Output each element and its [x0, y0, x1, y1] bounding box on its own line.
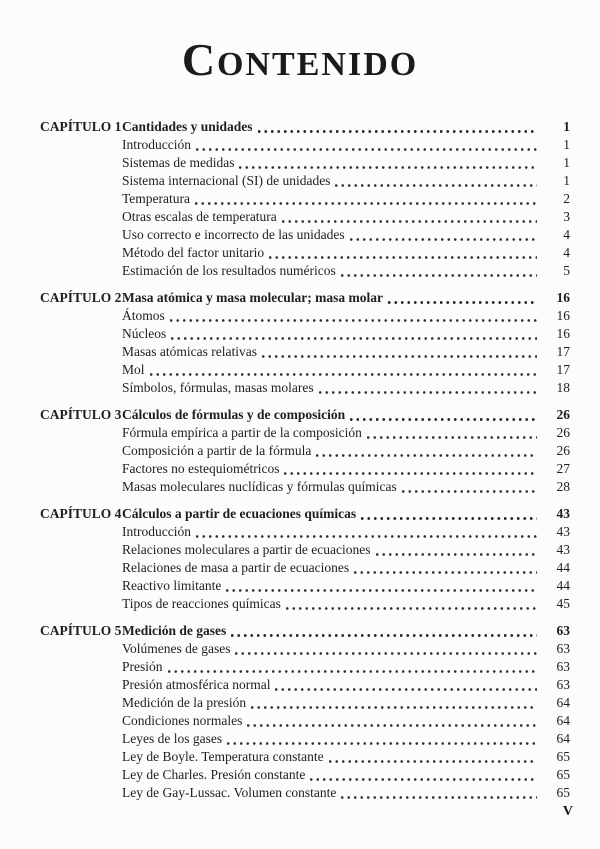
- dot-leader: [275, 688, 537, 691]
- section-title: Método del factor unitario: [122, 245, 265, 260]
- section-page-number: 16: [556, 308, 570, 323]
- dot-leader: [282, 220, 537, 223]
- toc-section-row: [40, 730, 570, 748]
- page-title: CONTENIDO: [181, 34, 419, 85]
- toc-section-row: [40, 478, 570, 496]
- toc-section-row: [40, 658, 570, 676]
- dot-leader: [269, 256, 537, 259]
- dot-leader: [150, 373, 537, 376]
- toc-section-row: [40, 208, 570, 226]
- dot-leader: [361, 517, 537, 520]
- chapter-page-number: 63: [556, 623, 570, 638]
- section-page-number: 28: [556, 479, 570, 494]
- section-page-number: 27: [556, 461, 570, 476]
- toc-section-row: [40, 559, 570, 577]
- chapter-page-number: 1: [563, 119, 570, 134]
- section-title: Estimación de los resultados numéricos: [122, 263, 336, 278]
- chapter-label: CAPÍTULO 4: [40, 506, 122, 521]
- section-page-number: 17: [556, 344, 570, 359]
- section-page-number: 5: [563, 263, 570, 278]
- section-page-number: 2: [563, 191, 570, 206]
- dot-leader: [226, 589, 537, 592]
- toc-section-row: [40, 226, 570, 244]
- dot-leader: [284, 472, 537, 475]
- section-title: Medición de la presión: [122, 695, 247, 710]
- section-title: Tipos de reacciones químicas: [122, 596, 281, 611]
- chapter-label: CAPÍTULO 2: [40, 290, 122, 305]
- section-title: Introducción: [122, 524, 191, 539]
- section-title: Masas moleculares nuclídicas y fórmulas químicas: [122, 479, 397, 494]
- section-title: Ley de Charles. Presión constante: [122, 767, 306, 782]
- section-title: Relaciones moleculares a partir de ecuaciones: [122, 542, 371, 557]
- toc-chapter-row: [40, 118, 570, 136]
- toc-chapter: [40, 118, 570, 280]
- toc-section-row: [40, 784, 570, 802]
- toc-section-row: [40, 244, 570, 262]
- section-page-number: 65: [556, 767, 570, 782]
- dot-leader: [335, 184, 537, 187]
- chapter-sections: [40, 640, 570, 802]
- section-title: Ley de Gay-Lussac. Volumen constante: [122, 785, 337, 800]
- toc-section-row: [40, 712, 570, 730]
- section-page-number: 3: [563, 209, 570, 224]
- section-page-number: 1: [563, 173, 570, 188]
- toc-chapter-row: [40, 406, 570, 424]
- toc-section-row: [40, 190, 570, 208]
- section-page-number: 4: [563, 245, 570, 260]
- toc-section-row: [40, 640, 570, 658]
- section-title: Símbolos, fórmulas, masas molares: [122, 380, 314, 395]
- toc-section-row: [40, 154, 570, 172]
- dot-leader: [376, 553, 537, 556]
- dot-leader: [341, 796, 537, 799]
- chapter-title: Cantidades y unidades: [122, 119, 253, 134]
- section-title: Presión: [122, 659, 163, 674]
- toc-section-row: [40, 442, 570, 460]
- section-title: Ley de Boyle. Temperatura constante: [122, 749, 324, 764]
- chapter-title: Medición de gases: [122, 623, 227, 638]
- toc-chapter-row: [40, 622, 570, 640]
- dot-leader: [170, 319, 537, 322]
- section-title: Relaciones de masa a partir de ecuaciones: [122, 560, 350, 575]
- section-page-number: 18: [556, 380, 570, 395]
- toc-section-row: [40, 172, 570, 190]
- toc-section-row: [40, 676, 570, 694]
- dot-leader: [196, 148, 537, 151]
- dot-leader: [235, 652, 537, 655]
- dot-leader: [402, 490, 537, 493]
- section-title: Sistema internacional (SI) de unidades: [122, 173, 331, 188]
- section-title: Reactivo limitante: [122, 578, 222, 593]
- dot-leader: [227, 742, 537, 745]
- section-title: Introducción: [122, 137, 191, 152]
- section-title: Uso correcto e incorrecto de las unidades: [122, 227, 345, 242]
- section-page-number: 65: [556, 749, 570, 764]
- section-title: Composición a partir de la fórmula: [122, 443, 312, 458]
- section-page-number: 64: [556, 713, 570, 728]
- toc-chapter: [40, 289, 570, 397]
- chapter-sections: [40, 307, 570, 397]
- toc-section-row: [40, 748, 570, 766]
- dot-leader: [388, 301, 537, 304]
- dot-leader: [286, 607, 537, 610]
- chapter-sections: [40, 136, 570, 280]
- dot-leader: [350, 238, 537, 241]
- toc-chapter: [40, 622, 570, 802]
- toc-section-row: [40, 541, 570, 559]
- section-page-number: 45: [556, 596, 570, 611]
- section-title: Núcleos: [122, 326, 167, 341]
- toc-chapter-row: [40, 289, 570, 307]
- section-page-number: 63: [556, 641, 570, 656]
- chapter-page-number: 43: [556, 506, 570, 521]
- section-page-number: 43: [556, 542, 570, 557]
- section-page-number: 1: [563, 137, 570, 152]
- toc-section-row: [40, 523, 570, 541]
- chapter-label: CAPÍTULO 1: [40, 119, 122, 134]
- section-page-number: 63: [556, 659, 570, 674]
- section-title: Masas atómicas relativas: [122, 344, 257, 359]
- dot-leader: [354, 571, 537, 574]
- dot-leader: [329, 760, 537, 763]
- dot-leader: [319, 391, 537, 394]
- section-title: Mol: [122, 362, 145, 377]
- dot-leader: [171, 337, 537, 340]
- section-title: Leyes de los gases: [122, 731, 223, 746]
- section-title: Otras escalas de temperatura: [122, 209, 277, 224]
- chapter-label: CAPÍTULO 5: [40, 623, 122, 638]
- toc-section-row: [40, 595, 570, 613]
- dot-leader: [168, 670, 538, 673]
- chapter-title: Cálculos a partir de ecuaciones químicas: [122, 506, 357, 521]
- dot-leader: [247, 724, 537, 727]
- dot-leader: [341, 274, 537, 277]
- section-page-number: 63: [556, 677, 570, 692]
- section-page-number: 17: [556, 362, 570, 377]
- section-page-number: 1: [563, 155, 570, 170]
- toc-section-row: [40, 343, 570, 361]
- section-title: Factores no estequiométricos: [122, 461, 280, 476]
- section-title: Temperatura: [122, 191, 191, 206]
- section-page-number: 44: [556, 560, 570, 575]
- chapter-page-number: 16: [556, 290, 570, 305]
- toc-section-row: [40, 460, 570, 478]
- section-title: Sistemas de medidas: [122, 155, 235, 170]
- chapter-title: Cálculos de fórmulas y de composición: [122, 407, 346, 422]
- section-page-number: 43: [556, 524, 570, 539]
- section-page-number: 65: [556, 785, 570, 800]
- dot-leader: [195, 202, 537, 205]
- section-page-number: 16: [556, 326, 570, 341]
- section-page-number: 4: [563, 227, 570, 242]
- toc-section-row: [40, 694, 570, 712]
- section-title: Condiciones normales: [122, 713, 243, 728]
- chapter-sections: [40, 523, 570, 613]
- toc-section-row: [40, 577, 570, 595]
- toc-chapter: [40, 406, 570, 496]
- dot-leader: [316, 454, 537, 457]
- toc-chapter: [40, 505, 570, 613]
- toc-section-row: [40, 325, 570, 343]
- dot-leader: [239, 166, 537, 169]
- section-page-number: 26: [556, 443, 570, 458]
- toc-section-row: [40, 262, 570, 280]
- dot-leader: [258, 130, 537, 133]
- dot-leader: [262, 355, 537, 358]
- dot-leader: [231, 634, 537, 637]
- section-title: Átomos: [122, 308, 165, 323]
- section-title: Fórmula empírica a partir de la composición: [122, 425, 362, 440]
- toc-section-row: [40, 307, 570, 325]
- section-title: Presión atmosférica normal: [122, 677, 271, 692]
- chapter-label: CAPÍTULO 3: [40, 407, 122, 422]
- toc-section-row: [40, 361, 570, 379]
- section-page-number: 26: [556, 425, 570, 440]
- section-page-number: 44: [556, 578, 570, 593]
- chapter-sections: [40, 424, 570, 496]
- toc-section-row: [40, 136, 570, 154]
- dot-leader: [310, 778, 537, 781]
- toc-section-row: [40, 766, 570, 784]
- section-page-number: 64: [556, 695, 570, 710]
- dot-leader: [350, 418, 537, 421]
- dot-leader: [196, 535, 537, 538]
- chapter-title: Masa atómica y masa molecular; masa molar: [122, 290, 383, 305]
- section-page-number: 64: [556, 731, 570, 746]
- dot-leader: [251, 706, 537, 709]
- chapter-page-number: 26: [556, 407, 570, 422]
- toc-section-row: [40, 379, 570, 397]
- table-of-contents: [40, 118, 570, 802]
- toc-section-row: [40, 424, 570, 442]
- footer-page-number: V: [562, 804, 573, 819]
- dot-leader: [367, 436, 537, 439]
- toc-chapter-row: [40, 505, 570, 523]
- section-title: Volúmenes de gases: [122, 641, 231, 656]
